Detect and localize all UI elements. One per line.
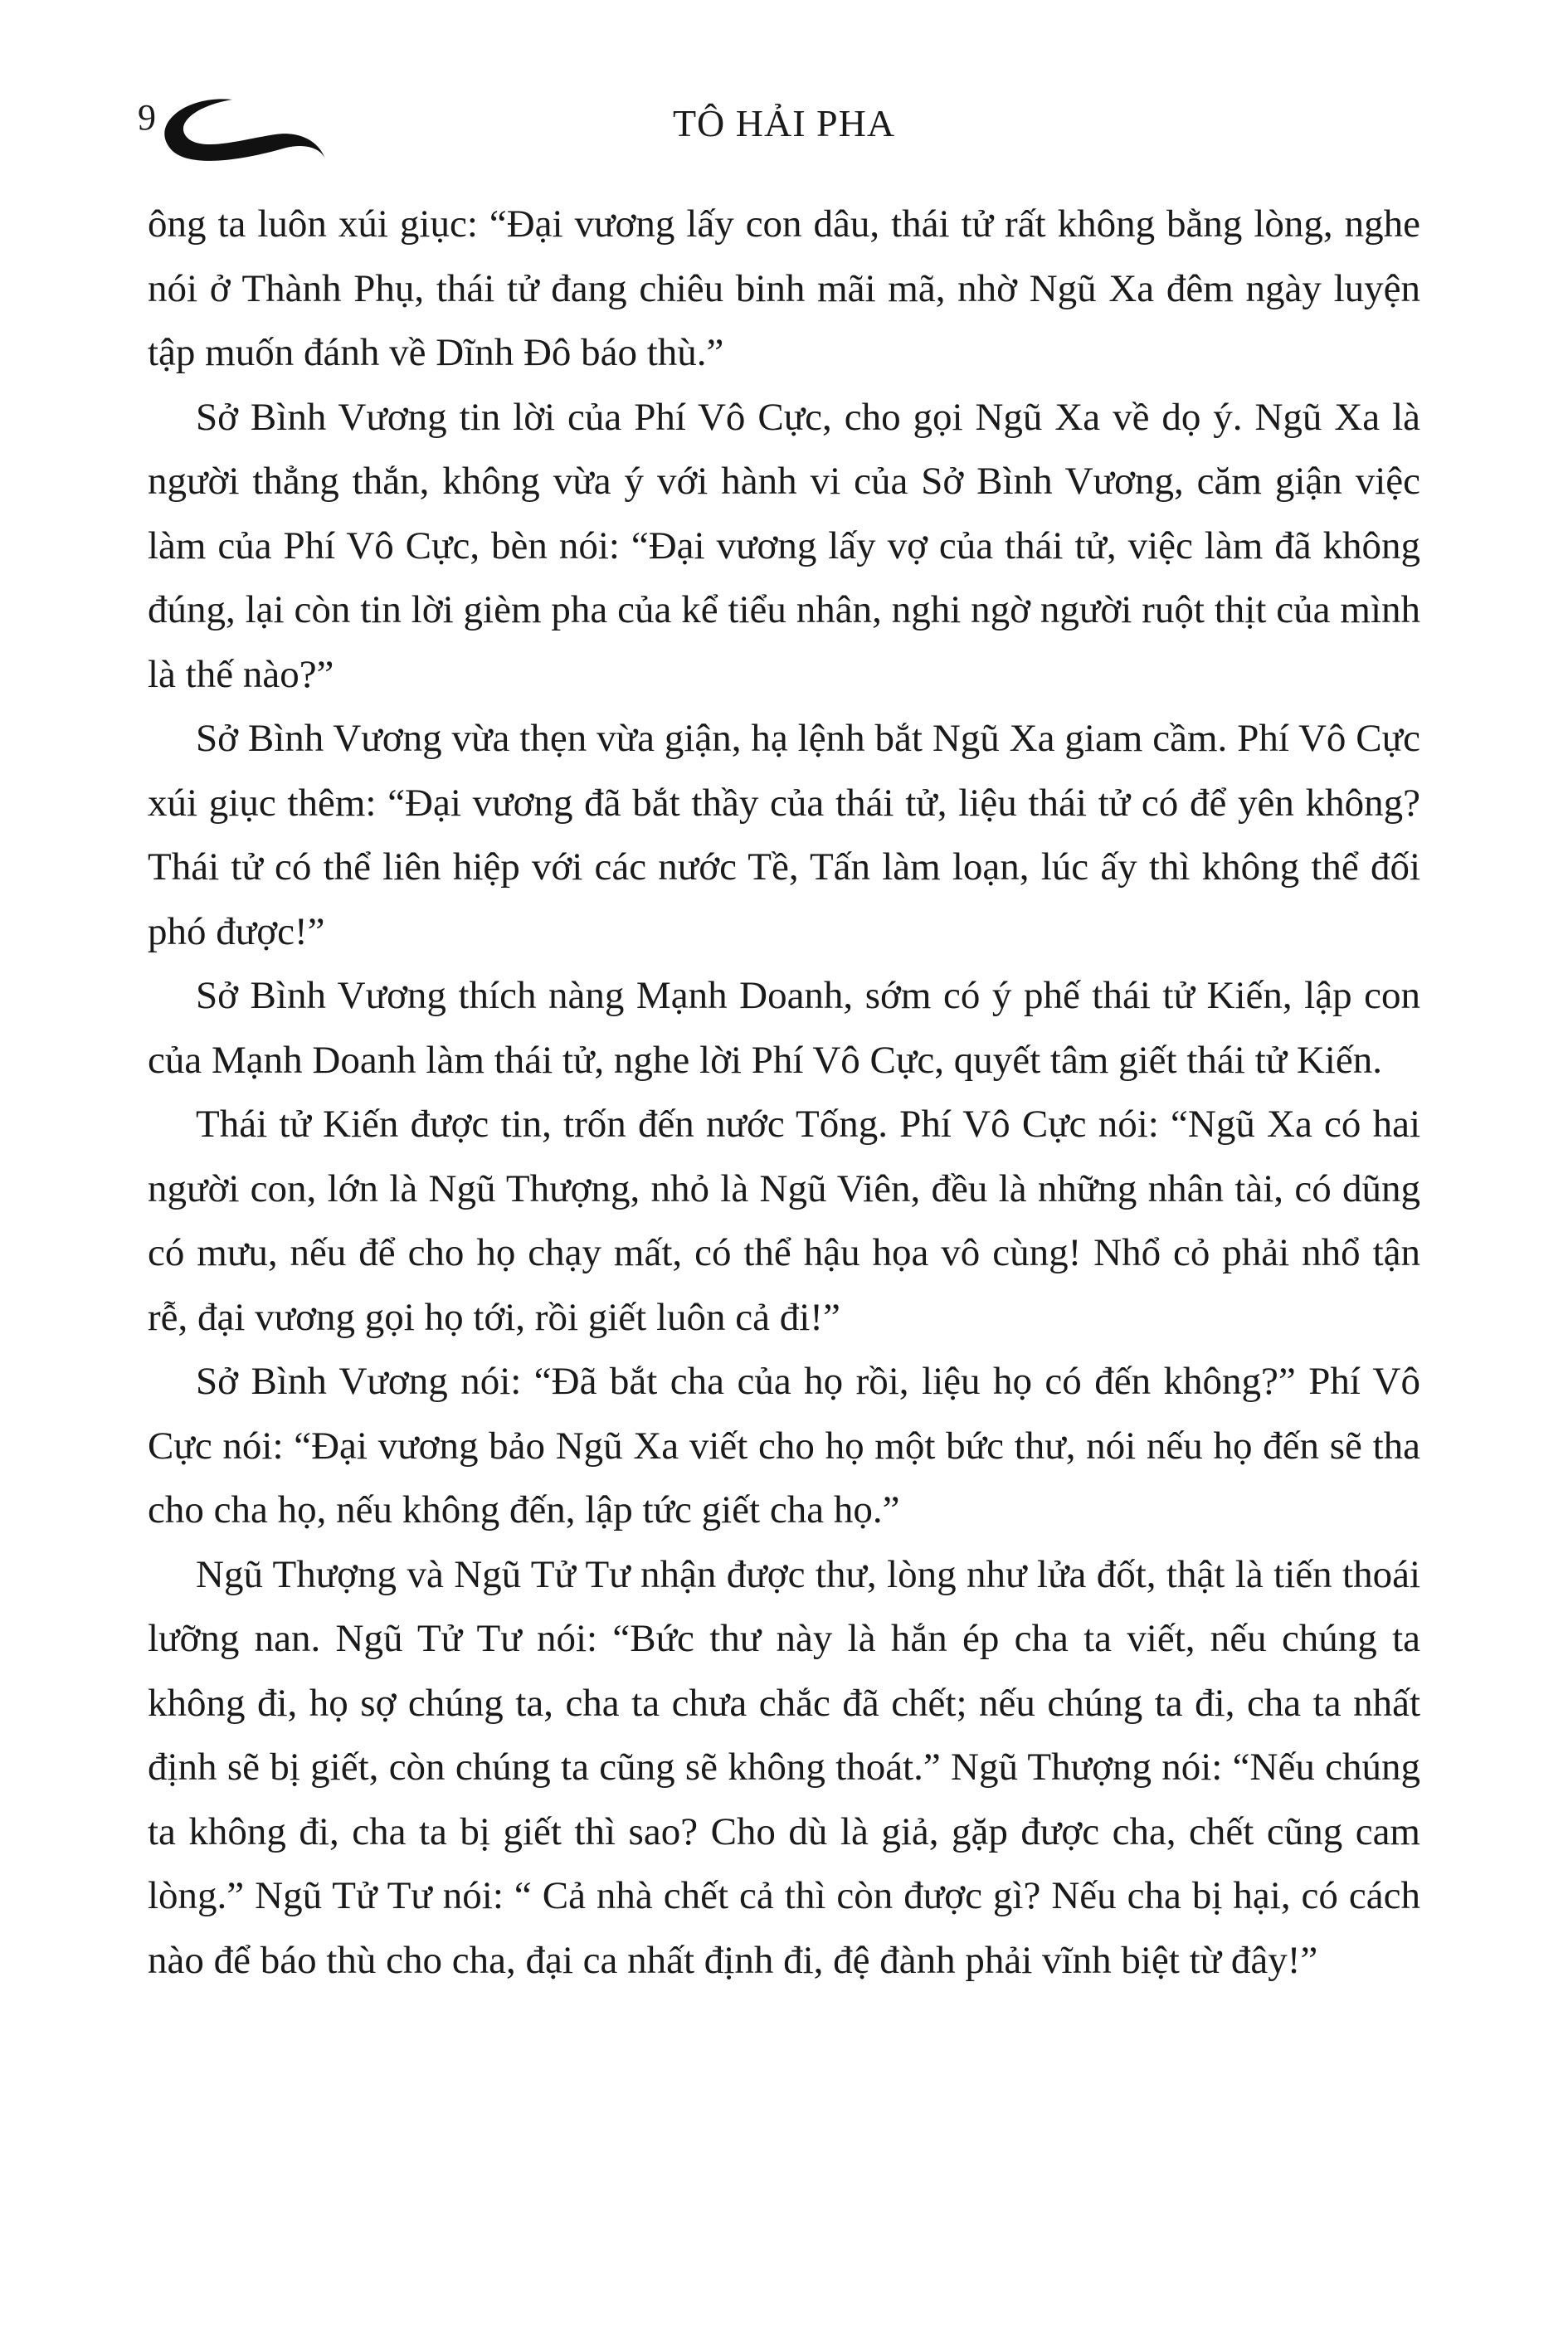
- running-title: TÔ HẢI PHA: [672, 102, 896, 144]
- paragraph-6: Sở Bình Vương nói: “Đã bắt cha của họ rồi, liệu họ có đến không?” Phí Vô Cực nói: “Đại vương bảo Ngũ Xa viết cho họ một bức thư, nói nếu họ đến sẽ tha cho cha họ, nếu không đến, lập tức giết cha họ.”: [148, 1360, 1420, 1531]
- body-text: [148, 192, 1420, 1993]
- paragraph-5: Thái tử Kiến được tin, trốn đến nước Tống. Phí Vô Cực nói: “Ngũ Xa có hai người con, lớn là Ngũ Thượng, nhỏ là Ngũ Viên, đều là những nhân tài, có dũng có mưu, nếu để cho họ chạy mất, có thể hậu họa vô cùng! Nhổ cỏ phải nhổ tận rễ, đại vương gọi họ tới, rồi giết luôn cả đi!”: [148, 1103, 1420, 1339]
- paragraph-1: ông ta luôn xúi giục: “Đại vương lấy con dâu, thái tử rất không bằng lòng, nghe nói ở Thành Phụ, thái tử đang chiêu binh mãi mã, nhờ Ngũ Xa đêm ngày luyện tập muốn đánh về Dĩnh Đô báo thù.”: [148, 202, 1420, 374]
- paragraph-7: Ngũ Thượng và Ngũ Tử Tư nhận được thư, lòng như lửa đốt, thật là tiến thoái lưỡng nan. Ngũ Tử Tư nói: “Bức thư này là hắn ép cha ta viết, nếu chúng ta không đi, họ sợ chúng ta, cha ta chưa chắc đã chết; nếu chúng ta đi, cha ta nhất định sẽ bị giết, còn chúng ta cũng sẽ không thoát.” Ngũ Thượng nói: “Nếu chúng ta không đi, cha ta bị giết thì sao? Cho dù là giả, gặp được cha, chết cũng cam lòng.” Ngũ Tử Tư nói: “ Cả nhà chết cả thì còn được gì? Nếu cha bị hại, có cách nào để báo thù cho cha, đại ca nhất định đi, đệ đành phải vĩnh biệt từ đây!”: [148, 1552, 1420, 1982]
- paragraph-2: Sở Bình Vương tin lời của Phí Vô Cực, cho gọi Ngũ Xa về dọ ý. Ngũ Xa là người thẳng thắn, không vừa ý với hành vi của Sở Bình Vương, căm giận việc làm của Phí Vô Cực, bèn nói: “Đại vương lấy vợ của thái tử, việc làm đã không đúng, lại còn tin lời gièm pha của kể tiểu nhân, nghi ngờ người ruột thịt của mình là thế nào?”: [148, 395, 1420, 696]
- paragraph-4: Sở Bình Vương thích nàng Mạnh Doanh, sớm có ý phế thái tử Kiến, lập con của Mạnh Doanh làm thái tử, nghe lời Phí Vô Cực, quyết tâm giết thái tử Kiến.: [148, 974, 1420, 1082]
- paragraph-3: Sở Bình Vương vừa thẹn vừa giận, hạ lệnh bắt Ngũ Xa giam cầm. Phí Vô Cực xúi giục thêm: “Đại vương đã bắt thầy của thái tử, liệu thái tử có để yên không? Thái tử có thể liên hiệp với các nước Tề, Tấn làm loạn, lúc ấy thì không thể đối phó được!”: [148, 717, 1420, 953]
- page-number: 9: [138, 97, 156, 138]
